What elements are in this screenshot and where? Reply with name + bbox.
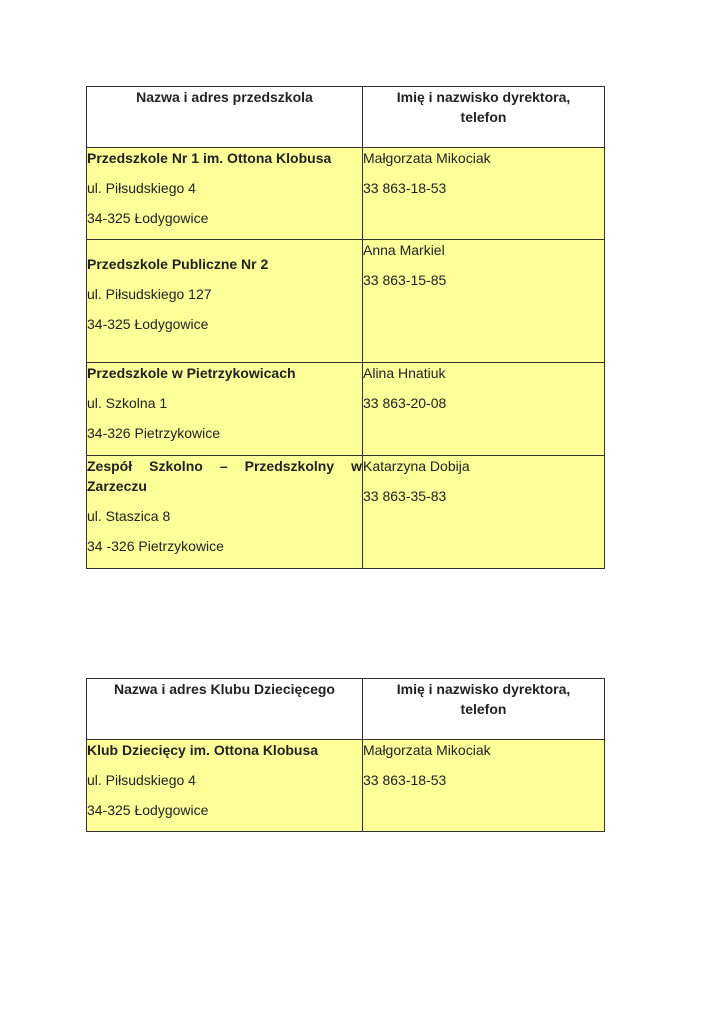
director-name: Anna Markiel <box>363 242 445 258</box>
director-cell <box>363 740 605 832</box>
director-name: Katarzyna Dobija <box>363 458 470 474</box>
preschool-address-cell <box>87 363 363 456</box>
table-header-row <box>87 87 605 148</box>
header-preschool-name-address: Nazwa i adres przedszkola <box>87 87 363 148</box>
header-director-phone <box>363 679 605 740</box>
header-director-phone-text: Imię i nazwisko dyrektora, telefon <box>396 681 571 717</box>
preschool-name: Przedszkole w Pietrzykowicach <box>87 365 296 381</box>
preschool-city: 34-325 Łodygowice <box>87 316 209 332</box>
director-phone: 33 863-20-08 <box>363 395 447 411</box>
preschool-name: Zespół Szkolno – Przedszkolny w Zarzeczu <box>87 458 362 494</box>
preschools-table <box>86 86 605 569</box>
header-director-phone-text: Imię i nazwisko dyrektora, telefon <box>396 89 571 125</box>
childrens-club-table <box>86 678 605 832</box>
header-director-phone <box>363 87 605 148</box>
preschool-address-cell <box>87 148 363 240</box>
director-cell <box>363 456 605 569</box>
club-street: ul. Piłsudskiego 4 <box>87 772 196 788</box>
director-cell <box>363 363 605 456</box>
preschool-street: ul. Szkolna 1 <box>87 395 168 411</box>
preschool-name: Przedszkole Nr 1 im. Ottona Klobusa <box>87 150 332 166</box>
preschool-address-cell <box>87 456 363 569</box>
table-row <box>87 363 605 456</box>
director-cell <box>363 240 605 363</box>
preschool-city: 34-325 Łodygowice <box>87 210 209 226</box>
preschool-street: ul. Piłsudskiego 4 <box>87 180 196 196</box>
preschool-street: ul. Piłsudskiego 127 <box>87 286 212 302</box>
table-row <box>87 148 605 240</box>
club-name: Klub Dziecięcy im. Ottona Klobusa <box>87 742 319 758</box>
club-address-cell <box>87 740 363 832</box>
director-name: Małgorzata Mikociak <box>363 742 491 758</box>
club-city: 34-325 Łodygowice <box>87 802 209 818</box>
director-cell <box>363 148 605 240</box>
table-row <box>87 240 605 363</box>
director-name: Małgorzata Mikociak <box>363 150 491 166</box>
preschool-city: 34 -326 Pietrzykowice <box>87 538 224 554</box>
director-phone: 33 863-15-85 <box>363 272 447 288</box>
preschool-address-cell <box>87 240 363 363</box>
director-phone: 33 863-18-53 <box>363 180 447 196</box>
preschool-street: ul. Staszica 8 <box>87 508 171 524</box>
header-club-name-address: Nazwa i adres Klubu Dziecięcego <box>87 679 363 740</box>
table-header-row <box>87 679 605 740</box>
table-row <box>87 456 605 569</box>
director-phone: 33 863-18-53 <box>363 772 447 788</box>
table-row <box>87 740 605 832</box>
preschool-name: Przedszkole Publiczne Nr 2 <box>87 256 269 272</box>
director-name: Alina Hnatiuk <box>363 365 446 381</box>
preschool-city: 34-326 Pietrzykowice <box>87 425 221 441</box>
director-phone: 33 863-35-83 <box>363 488 447 504</box>
